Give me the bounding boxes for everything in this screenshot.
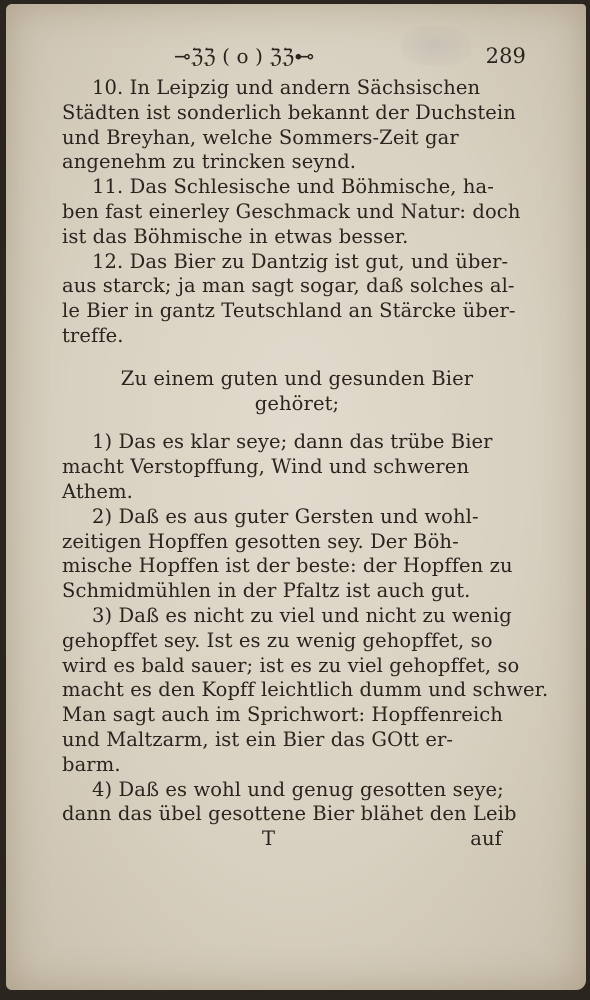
text-line: Städten ist sonderlich bekannt der Duchstein	[62, 100, 516, 124]
section-heading: Zu einem guten und gesunden Bier	[120, 366, 474, 390]
text-line: le Bier in gantz Teutschland an Stärcke über-	[62, 299, 516, 323]
text-line: aus starck; ja man sagt sogar, daß solches al-	[62, 274, 515, 298]
text-line: treffe.	[62, 323, 124, 347]
page-footer	[62, 827, 532, 853]
text-line: 10. In Leipzig und andern Sächsischen	[92, 76, 481, 99]
catchword: auf	[470, 827, 502, 851]
page-text	[62, 40, 549, 853]
book-page	[6, 4, 586, 990]
page-number: 289	[485, 44, 526, 68]
text-line: macht es den Kopff leichtlich dumm und schwer.	[62, 678, 549, 702]
text-line: 1) Das es klar seye; dann das trübe Bier	[92, 430, 493, 454]
text-line: Athem.	[62, 479, 133, 503]
text-line: 4) Daß es wohl und genug gesotten seye;	[92, 777, 504, 801]
text-line: zeitigen Hopffen gesotten sey. Der Böh-	[62, 529, 459, 553]
text-line: Man sagt auch im Sprichwort: Hopffenreich	[62, 703, 503, 727]
running-header	[62, 40, 532, 76]
text-line: barm.	[62, 752, 121, 776]
text-line: und Maltzarm, ist ein Bier das GOtt er-	[62, 727, 454, 751]
signature-mark: T	[262, 827, 276, 851]
text-line: wird es bald sauer; ist es zu viel gehopffet, so	[62, 653, 520, 677]
header-ornament: ⊸ℨℨ ( o ) ℨℨ⊷	[174, 44, 315, 68]
text-line: gehopffet sey. Ist es zu wenig gehopffet, so	[62, 628, 493, 652]
text-line: 3) Daß es nicht zu viel und nicht zu wenig	[92, 603, 512, 627]
text-line: dann das übel gesottene Bier blähet den Leib	[62, 802, 517, 826]
text-line: 11. Das Schlesische und Böhmische, ha-	[92, 175, 494, 199]
text-line: Schmidmühlen in der Pfaltz ist auch gut.	[62, 579, 471, 603]
text-line: 12. Das Bier zu Dantzig ist gut, und über-	[92, 249, 509, 273]
text-line: ben fast einerley Geschmack und Natur: doch	[62, 199, 521, 223]
text-line: ist das Böhmische in etwas besser.	[62, 224, 409, 248]
text-line: 2) Daß es aus guter Gersten und wohl-	[92, 504, 479, 528]
text-line: und Breyhan, welche Sommers-Zeit gar	[62, 125, 459, 149]
section-heading: gehöret;	[254, 391, 340, 415]
text-line: angenehm zu trincken seynd.	[62, 150, 357, 174]
text-line: mische Hopffen ist der beste: der Hopffen zu	[62, 554, 513, 578]
text-line: macht Verstopffung, Wind und schweren	[62, 455, 470, 479]
